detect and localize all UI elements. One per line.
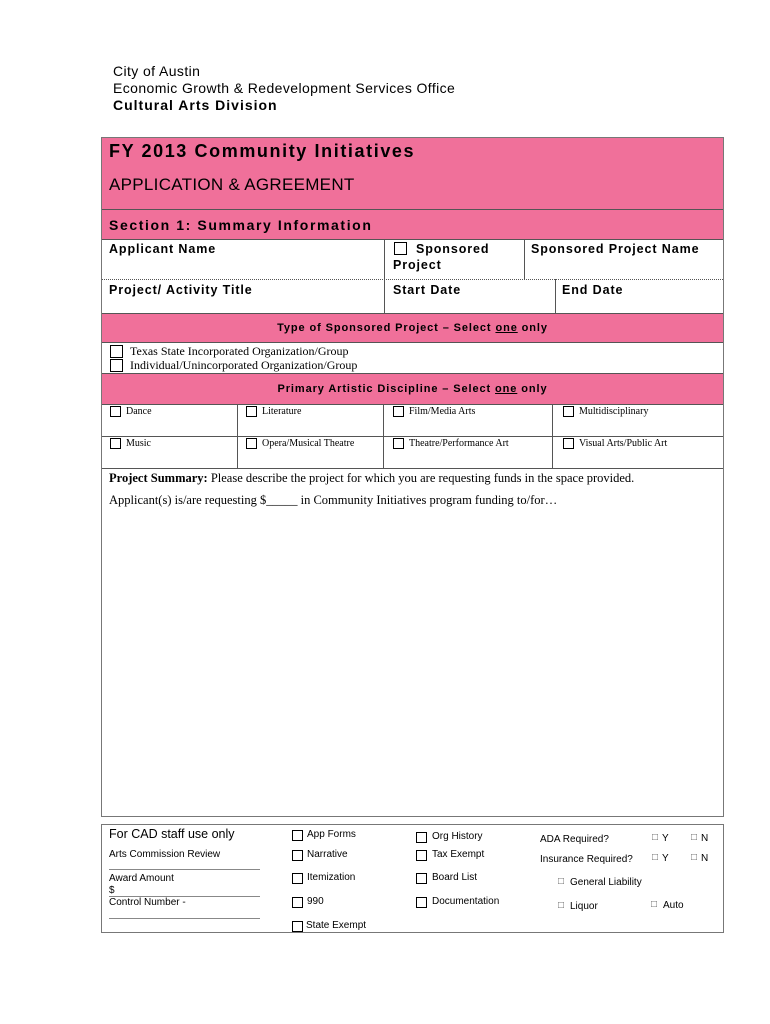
application-form [101, 137, 724, 817]
discipline-header: Primary Artistic Discipline – Select one only [277, 383, 548, 395]
form-990-label: 990 [307, 896, 324, 907]
staff-use-box [101, 824, 724, 933]
sponsored-project-name-label: Sponsored Project Name [531, 242, 700, 256]
org-history-label: Org History [432, 831, 483, 842]
film-media-checkbox[interactable] [393, 406, 404, 417]
sponsored-project-checkbox[interactable] [394, 242, 407, 255]
tax-exempt-label: Tax Exempt [432, 849, 485, 860]
form-title: FY 2013 Community Initiatives [109, 141, 416, 161]
auto-label: Auto [663, 900, 684, 911]
music-checkbox[interactable] [110, 438, 121, 449]
state-exempt-checkbox[interactable] [292, 921, 303, 932]
narrative-label: Narrative [307, 849, 348, 860]
auto-box[interactable]: □ [651, 899, 658, 910]
state-exempt-label: State Exempt [306, 920, 367, 931]
general-liability-box[interactable]: □ [558, 876, 565, 887]
insurance-yes-label: Y [662, 853, 669, 864]
documentation-checkbox[interactable] [416, 897, 427, 908]
dance-checkbox[interactable] [110, 406, 121, 417]
film-media-label: Film/Media Arts [409, 406, 476, 417]
award-amount-label: Award Amount [109, 873, 174, 884]
literature-label: Literature [262, 406, 302, 417]
visual-arts-label: Visual Arts/Public Art [579, 438, 668, 449]
individual-checkbox[interactable] [110, 359, 123, 372]
opera-label: Opera/Musical Theatre [262, 438, 355, 449]
project-label: Project [393, 258, 442, 272]
sponsored-label: Sponsored [416, 242, 490, 256]
insurance-yes-box[interactable]: □ [652, 852, 659, 863]
board-list-checkbox[interactable] [416, 873, 427, 884]
project-summary-area[interactable] [108, 513, 718, 813]
itemization-checkbox[interactable] [292, 873, 303, 884]
theatre-label: Theatre/Performance Art [409, 438, 509, 449]
dance-label: Dance [126, 406, 152, 417]
app-forms-checkbox[interactable] [292, 830, 303, 841]
insurance-no-label: N [701, 853, 709, 864]
control-number-label: Control Number - [109, 897, 186, 908]
request-line: Applicant(s) is/are requesting $_____ in Community Initiatives program funding to/for… [109, 493, 558, 507]
app-forms-label: App Forms [307, 829, 356, 840]
applicant-name-label: Applicant Name [109, 242, 217, 256]
end-date-label: End Date [562, 283, 624, 297]
org-history-checkbox[interactable] [416, 832, 427, 843]
header-city: City of Austin [113, 63, 201, 79]
dollar-sign: $ [109, 885, 115, 896]
section-title: Section 1: Summary Information [109, 217, 373, 233]
documentation-label: Documentation [432, 896, 500, 907]
liquor-label: Liquor [570, 901, 598, 912]
start-date-label: Start Date [393, 283, 462, 297]
theatre-checkbox[interactable] [393, 438, 404, 449]
itemization-label: Itemization [307, 872, 356, 883]
multidisciplinary-label: Multidisciplinary [579, 406, 649, 417]
insurance-required-label: Insurance Required? [540, 854, 633, 865]
ada-required-label: ADA Required? [540, 834, 609, 845]
header-division: Cultural Arts Division [113, 97, 278, 113]
insurance-no-box[interactable]: □ [691, 852, 698, 863]
opera-checkbox[interactable] [246, 438, 257, 449]
ada-yes-box[interactable]: □ [652, 832, 659, 843]
narrative-checkbox[interactable] [292, 850, 303, 861]
individual-option: Individual/Unincorporated Organization/Group [130, 358, 358, 372]
staff-title: For CAD staff use only [109, 827, 235, 841]
project-title-label: Project/ Activity Title [109, 283, 253, 297]
form-990-checkbox[interactable] [292, 897, 303, 908]
liquor-box[interactable]: □ [558, 900, 565, 911]
form-subtitle: APPLICATION & AGREEMENT [109, 175, 355, 194]
music-label: Music [126, 438, 151, 449]
type-header: Type of Sponsored Project – Select one only [277, 322, 548, 334]
texas-org-checkbox[interactable] [110, 345, 123, 358]
control-number-field[interactable] [109, 918, 260, 919]
ada-no-label: N [701, 833, 709, 844]
literature-checkbox[interactable] [246, 406, 257, 417]
visual-arts-checkbox[interactable] [563, 438, 574, 449]
multidisciplinary-checkbox[interactable] [563, 406, 574, 417]
arts-commission-review: Arts Commission Review [109, 849, 221, 860]
texas-org-option: Texas State Incorporated Organization/Group [130, 344, 349, 358]
ada-yes-label: Y [662, 833, 669, 844]
ada-no-box[interactable]: □ [691, 832, 698, 843]
project-summary: Project Summary: Please describe the project for which you are requesting funds in the space provided. [109, 471, 635, 485]
tax-exempt-checkbox[interactable] [416, 850, 427, 861]
board-list-label: Board List [432, 872, 478, 883]
header-office: Economic Growth & Redevelopment Services Office [113, 80, 456, 96]
general-liability-label: General Liability [570, 877, 642, 888]
